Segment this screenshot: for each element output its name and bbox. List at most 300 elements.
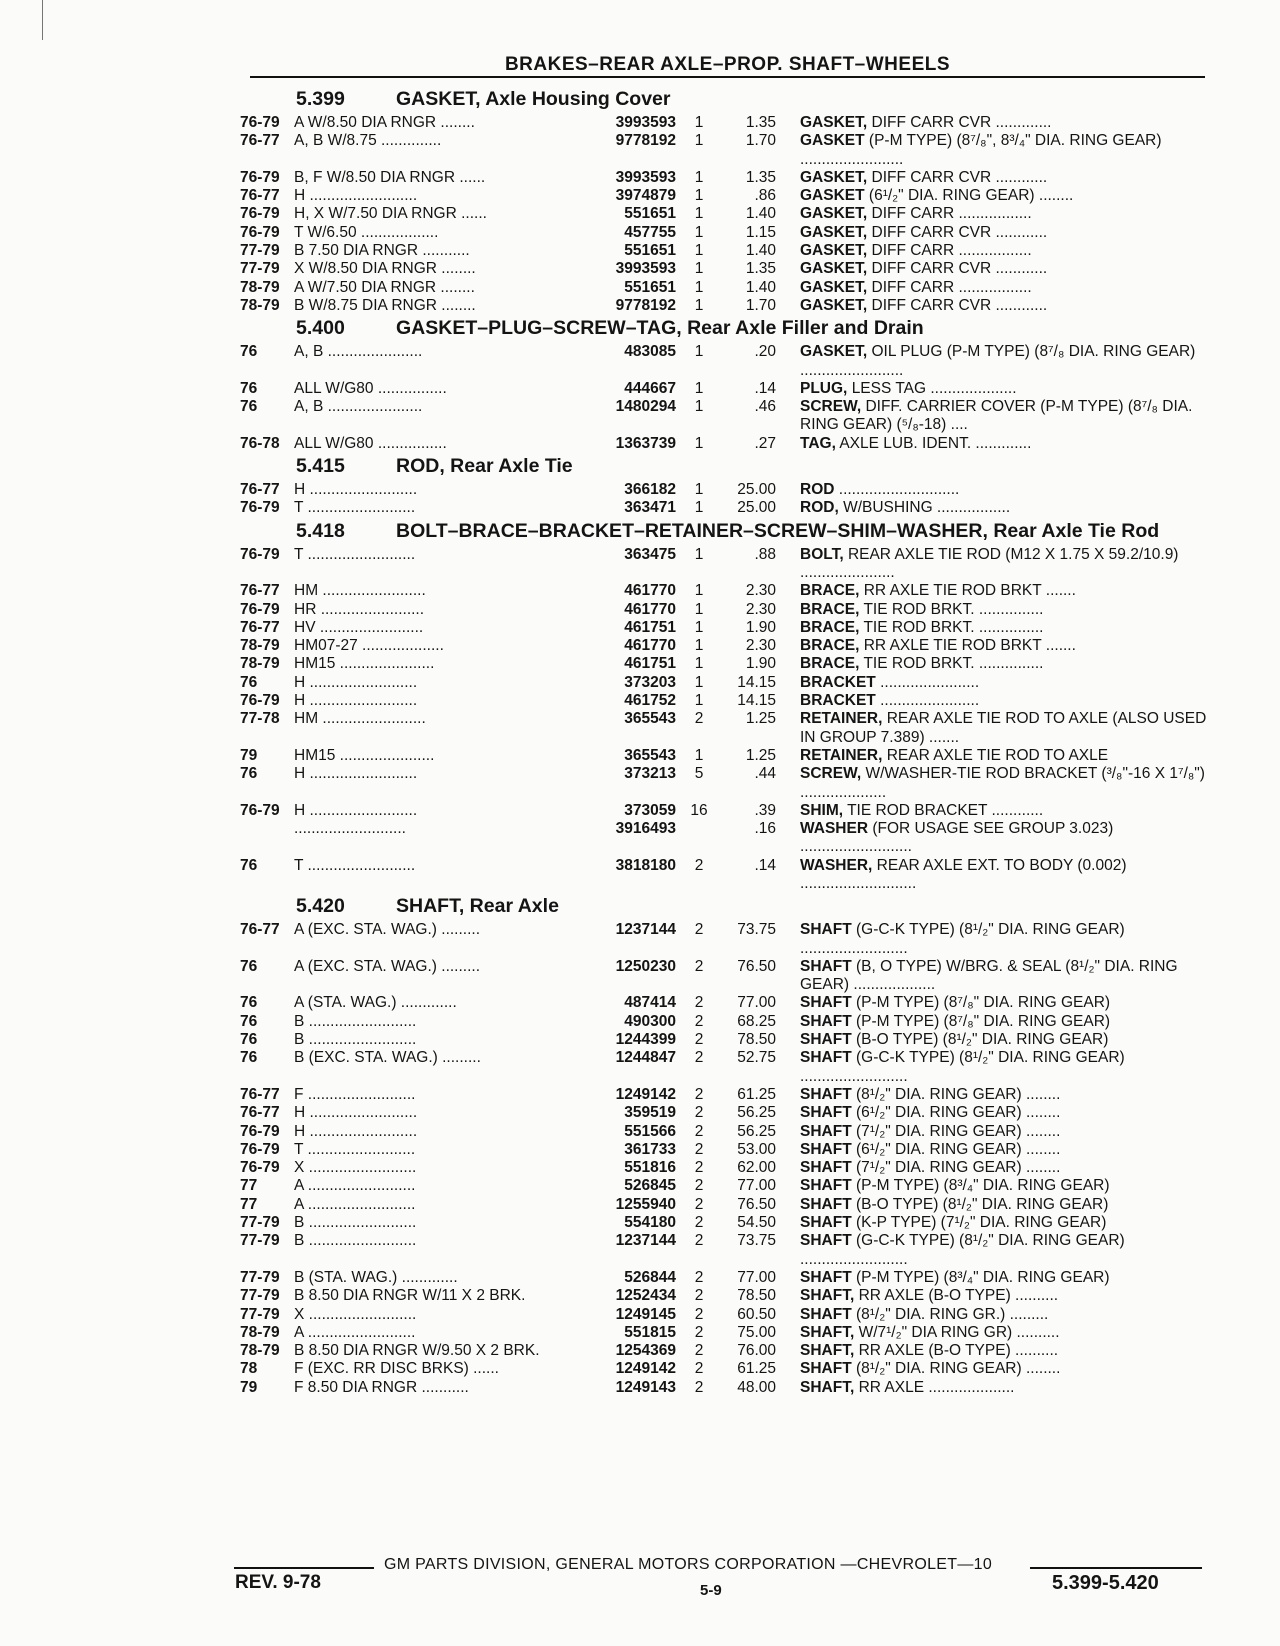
application: B 8.50 DIA RNGR W/9.50 X 2 BRK. (294, 1342, 540, 1360)
model-years: 78-79 (240, 1342, 280, 1360)
price: 77.00 (737, 1177, 776, 1195)
parts-row (240, 1342, 1208, 1360)
quantity: 1 (694, 618, 704, 636)
section-header (240, 895, 1208, 917)
part-number: 461751 (624, 618, 676, 636)
description (800, 242, 1208, 260)
model-years: 78-79 (240, 296, 280, 314)
quantity: 2 (694, 1122, 704, 1140)
description-part-name: SHAFT (800, 1049, 852, 1067)
description (800, 546, 1208, 583)
parts-row (240, 114, 1208, 132)
part-number: 1237144 (615, 921, 676, 939)
model-years: 76-79 (240, 692, 280, 710)
description-detail: (P-M TYPE) (8⁷/₈", 8³/₄" DIA. RING GEAR) ........................ (800, 132, 1162, 168)
description (800, 1269, 1208, 1287)
parts-row (240, 692, 1208, 710)
parts-row (240, 674, 1208, 692)
description-detail: RR AXLE (B-O TYPE) .......... (858, 1342, 1059, 1360)
description-detail: DIFF CARR ................. (871, 205, 1032, 223)
parts-row (240, 582, 1208, 600)
description-detail: REAR AXLE EXT. TO BODY (0.002) ........................... (800, 856, 1127, 892)
model-years: 76 (240, 1049, 258, 1067)
description-detail: REAR AXLE TIE ROD TO AXLE (ALSO USED IN GROUP 7.389) ....... (800, 710, 1207, 746)
part-number: 461752 (624, 692, 676, 710)
section-number: 5.400 (296, 317, 345, 340)
model-years: 76-77 (240, 618, 280, 636)
description (800, 765, 1208, 802)
quantity: 2 (694, 710, 704, 728)
description-part-name: PLUG, (800, 379, 848, 397)
description-detail: (7¹/₂" DIA. RING GEAR) ........ (855, 1122, 1061, 1140)
price: 1.40 (745, 205, 776, 223)
description-part-name: GASKET (800, 132, 865, 150)
section-title: ROD, Rear Axle Tie (396, 455, 573, 478)
part-number: 461770 (624, 637, 676, 655)
application: B 7.50 DIA RNGR ........... (294, 242, 470, 260)
price: 78.50 (737, 1287, 776, 1305)
parts-row (240, 921, 1208, 958)
description-detail: (G-C-K TYPE) (8¹/₂" DIA. RING GEAR) ......................... (800, 921, 1125, 957)
application: A (EXC. STA. WAG.) ......... (294, 957, 481, 975)
model-years: 76-79 (240, 600, 280, 618)
description (800, 619, 1208, 637)
application: HR ........................ (294, 600, 425, 618)
description-detail: ....................... (880, 692, 980, 710)
description (800, 994, 1208, 1012)
model-years: 76-78 (240, 434, 280, 452)
part-number: 1237144 (615, 1232, 676, 1250)
quantity: 2 (694, 1085, 704, 1103)
model-years: 78-79 (240, 637, 280, 655)
model-years: 76-77 (240, 921, 280, 939)
description-part-name: GASKET, (800, 242, 868, 260)
description-detail: REAR AXLE TIE ROD (M12 X 1.75 X 59.2/10.9) ...................... (800, 545, 1179, 581)
price: 1.35 (745, 168, 776, 186)
parts-row (240, 1287, 1208, 1305)
price: 14.15 (737, 673, 776, 691)
price: .46 (754, 398, 776, 416)
model-years: 76 (240, 1031, 258, 1049)
description-part-name: SHAFT (800, 1360, 852, 1378)
description (800, 637, 1208, 655)
part-number: 359519 (624, 1104, 676, 1122)
description (800, 297, 1208, 315)
parts-row (240, 1177, 1208, 1195)
model-years: 76-79 (240, 223, 280, 241)
part-number: 551651 (624, 205, 676, 223)
parts-row (240, 655, 1208, 673)
description-detail: REAR AXLE TIE ROD TO AXLE (886, 746, 1109, 764)
price: 76.50 (737, 957, 776, 975)
description (800, 398, 1208, 435)
description-part-name: WASHER, (800, 856, 873, 874)
description-part-name: BRACE, (800, 600, 860, 618)
price: 56.25 (737, 1122, 776, 1140)
price: .14 (754, 856, 776, 874)
quantity: 1 (694, 434, 704, 452)
part-number: 363471 (624, 499, 676, 517)
application: T ......................... (294, 545, 416, 563)
description (800, 601, 1208, 619)
quantity: 1 (694, 296, 704, 314)
description-part-name: SHAFT (800, 1177, 852, 1195)
description-part-name: GASKET, (800, 114, 868, 131)
model-years: 76-79 (240, 1159, 280, 1177)
price: 1.15 (745, 223, 776, 241)
footer-revision: REV. 9-78 (235, 1572, 321, 1593)
quantity: 2 (694, 1323, 704, 1341)
part-number: 3993593 (615, 260, 676, 278)
application: H ......................... (294, 801, 418, 819)
description (800, 114, 1208, 132)
quantity: 2 (694, 921, 704, 939)
description-detail: DIFF CARR CVR ............. (871, 114, 1052, 131)
description-detail: (P-M TYPE) (8⁷/₈" DIA. RING GEAR) (855, 994, 1111, 1012)
model-years: 76-77 (240, 1104, 280, 1122)
parts-row (240, 619, 1208, 637)
application: F 8.50 DIA RNGR ........... (294, 1378, 469, 1396)
quantity: 1 (694, 343, 704, 361)
description-detail: (6¹/₂" DIA. RING GEAR) ........ (855, 1140, 1061, 1158)
application: A W/8.50 DIA RNGR ........ (294, 114, 475, 131)
description-part-name: BRACE, (800, 655, 860, 673)
parts-row (240, 1141, 1208, 1159)
description-part-name: SHAFT, (800, 1342, 855, 1360)
description-part-name: SHAFT (800, 921, 852, 939)
description-part-name: TAG, (800, 434, 836, 452)
part-number: 373213 (624, 765, 676, 783)
parts-row (240, 224, 1208, 242)
application: H ......................... (294, 187, 418, 205)
description-part-name: GASKET, (800, 205, 868, 223)
model-years: 76 (240, 957, 258, 975)
part-number: 3916493 (615, 820, 676, 838)
description-detail: (P-M TYPE) (8⁷/₈" DIA. RING GEAR) (855, 1012, 1111, 1030)
price: 56.25 (737, 1104, 776, 1122)
parts-row (240, 710, 1208, 747)
model-years: 77-79 (240, 1214, 280, 1232)
description-detail: (P-M TYPE) (8³/₄" DIA. RING GEAR) (855, 1268, 1110, 1286)
description-part-name: SHIM, (800, 801, 844, 819)
price: 2.30 (745, 637, 776, 655)
part-number: 487414 (624, 994, 676, 1012)
description-detail: DIFF CARR CVR ............ (871, 296, 1048, 314)
part-number: 526845 (624, 1177, 676, 1195)
quantity: 2 (694, 1342, 704, 1360)
description-detail: (8¹/₂" DIA. RING GEAR) ........ (855, 1085, 1061, 1103)
description-detail: DIFF CARR CVR ............ (871, 260, 1048, 278)
price: 61.25 (737, 1360, 776, 1378)
model-years: 76-79 (240, 499, 280, 517)
description (800, 205, 1208, 223)
footer-section-range: 5.399-5.420 (1052, 1572, 1159, 1594)
quantity: 1 (694, 132, 704, 150)
parts-row (240, 1379, 1208, 1397)
description-part-name: SHAFT, (800, 1287, 855, 1305)
part-number: 1255940 (615, 1195, 676, 1213)
description (800, 343, 1208, 380)
quantity: 1 (694, 168, 704, 186)
description (800, 655, 1208, 673)
parts-row (240, 1214, 1208, 1232)
section-title: SHAFT, Rear Axle (396, 895, 559, 918)
part-number: 551816 (624, 1159, 676, 1177)
description (800, 692, 1208, 710)
parts-row (240, 481, 1208, 499)
page-title: BRAKES–REAR AXLE–PROP. SHAFT–WHEELS (504, 54, 951, 75)
parts-row (240, 1123, 1208, 1141)
description-part-name: GASKET, (800, 296, 868, 314)
description-detail: RR AXLE TIE ROD BRKT ....... (863, 582, 1076, 600)
description (800, 132, 1208, 169)
description-detail: TIE ROD BRACKET ............ (847, 801, 1044, 819)
price: 1.90 (745, 618, 776, 636)
application: A (STA. WAG.) ............. (294, 994, 457, 1012)
part-number: 3993593 (615, 168, 676, 186)
quantity: 1 (694, 637, 704, 655)
application: H ......................... (294, 481, 418, 499)
section-number: 5.399 (296, 88, 345, 110)
model-years: 79 (240, 1378, 258, 1396)
quantity: 1 (694, 260, 704, 278)
application: HV ........................ (294, 618, 424, 636)
page-header (250, 52, 1205, 78)
parts-row (240, 1013, 1208, 1031)
application: T ......................... (294, 1140, 416, 1158)
application: HM ........................ (294, 710, 426, 728)
description (800, 1196, 1208, 1214)
description-part-name: BOLT, (800, 545, 844, 563)
quantity: 16 (690, 801, 708, 819)
quantity (684, 820, 714, 857)
description-part-name: BRACE, (800, 618, 860, 636)
footer-rule-right (1030, 1567, 1202, 1569)
description (800, 1031, 1208, 1049)
quantity: 1 (694, 398, 704, 416)
part-number: 1252434 (615, 1287, 676, 1305)
description-part-name: SHAFT (800, 1305, 852, 1323)
application: .......................... (294, 820, 406, 838)
model-years: 76-79 (240, 168, 280, 186)
parts-row (240, 1306, 1208, 1324)
parts-row (240, 187, 1208, 205)
model-years: 77-79 (240, 1305, 280, 1323)
application: T W/6.50 .................. (294, 223, 439, 241)
description-detail: W/7¹/₂" DIA RING GR) .......... (858, 1323, 1060, 1341)
model-years: 77-79 (240, 1232, 280, 1250)
description-part-name: SHAFT, (800, 1378, 855, 1396)
quantity: 2 (694, 1378, 704, 1396)
application: A ......................... (294, 1323, 416, 1341)
description-detail: (6¹/₂" DIA. RING GEAR) ........ (868, 187, 1074, 205)
model-years: 76-77 (240, 132, 280, 150)
description (800, 481, 1208, 499)
description (800, 674, 1208, 692)
description (800, 921, 1208, 958)
description-part-name: SHAFT (800, 1159, 852, 1177)
description (800, 1379, 1208, 1397)
parts-row (240, 1031, 1208, 1049)
model-years: 76 (240, 994, 258, 1012)
quantity: 1 (694, 545, 704, 563)
model-years (240, 820, 294, 857)
application: HM15 ...................... (294, 655, 435, 673)
application: A, B ...................... (294, 398, 423, 416)
part-number: 551651 (624, 278, 676, 296)
description (800, 710, 1208, 747)
quantity: 1 (694, 673, 704, 691)
price: .20 (754, 343, 776, 361)
part-number: 373059 (624, 801, 676, 819)
parts-row (240, 958, 1208, 995)
description (800, 1104, 1208, 1122)
parts-row (240, 205, 1208, 223)
price: 1.70 (745, 296, 776, 314)
description-part-name: GASKET, (800, 278, 868, 296)
application: B ......................... (294, 1232, 417, 1250)
price: 77.00 (737, 994, 776, 1012)
application: A, B W/8.75 .............. (294, 132, 442, 150)
description-part-name: SHAFT (800, 1214, 852, 1232)
description-detail: (B-O TYPE) (8¹/₂" DIA. RING GEAR) (855, 1031, 1109, 1049)
price: 77.00 (737, 1268, 776, 1286)
section-header (240, 317, 1208, 339)
application: H ......................... (294, 692, 418, 710)
description-detail: (7¹/₂" DIA. RING GEAR) ........ (855, 1159, 1061, 1177)
description (800, 224, 1208, 242)
quantity: 2 (694, 994, 704, 1012)
description-detail: DIFF. CARRIER COVER (P-M TYPE) (8⁷/₈ DIA. RING GEAR) (⁵/₈-18) .... (800, 398, 1193, 434)
part-number: 1480294 (615, 398, 676, 416)
description-part-name: SHAFT (800, 1104, 852, 1122)
description-detail: LESS TAG .................... (851, 379, 1017, 397)
part-number: 1249142 (615, 1360, 676, 1378)
description-detail: RR AXLE .................... (858, 1378, 1015, 1396)
price: .27 (754, 434, 776, 452)
application: B ......................... (294, 1012, 417, 1030)
description (800, 857, 1208, 894)
section-header (240, 88, 1208, 110)
application: HM ........................ (294, 582, 426, 600)
part-number: 1244399 (615, 1031, 676, 1049)
application: H ......................... (294, 765, 418, 783)
description (800, 1086, 1208, 1104)
description (800, 1159, 1208, 1177)
part-number: 461770 (624, 600, 676, 618)
application: A (EXC. STA. WAG.) ......... (294, 921, 481, 939)
part-number: 9778192 (615, 132, 676, 150)
footer-page-number: 5-9 (700, 1582, 722, 1599)
section-number: 5.418 (296, 519, 345, 542)
model-years: 76 (240, 1012, 258, 1030)
description-detail: TIE ROD BRKT. ............... (863, 655, 1044, 673)
description-part-name: GASKET, (800, 343, 868, 361)
description-detail: TIE ROD BRKT. ............... (863, 600, 1044, 618)
description-part-name: GASKET (800, 187, 865, 205)
price: 2.30 (745, 582, 776, 600)
description-detail: (K-P TYPE) (7¹/₂" DIA. RING GEAR) (855, 1214, 1107, 1232)
parts-row (240, 1086, 1208, 1104)
application: ALL W/G80 ................ (294, 434, 447, 452)
application: B, F W/8.50 DIA RNGR ...... (294, 168, 486, 186)
application: F ......................... (294, 1085, 416, 1103)
description-part-name: SHAFT (800, 1232, 852, 1250)
description (800, 582, 1208, 600)
part-number: 483085 (624, 343, 676, 361)
part-number: 373203 (624, 673, 676, 691)
application: B W/8.75 DIA RNGR ........ (294, 296, 476, 314)
description-part-name: ROD, (800, 499, 839, 517)
price: 1.35 (745, 260, 776, 278)
description (800, 1360, 1208, 1378)
model-years: 76-79 (240, 801, 280, 819)
description-part-name: SHAFT (800, 1268, 852, 1286)
description (800, 435, 1208, 453)
model-years: 76 (240, 398, 258, 416)
application: X ......................... (294, 1159, 417, 1177)
application: A W/7.50 DIA RNGR ........ (294, 278, 475, 296)
parts-row (240, 398, 1208, 435)
model-years: 77-79 (240, 260, 280, 278)
description (800, 260, 1208, 278)
description-part-name: WASHER (800, 820, 869, 838)
description (800, 380, 1208, 398)
parts-row (240, 1360, 1208, 1378)
part-number: 3993593 (615, 114, 676, 131)
part-number: 361733 (624, 1140, 676, 1158)
model-years: 77 (240, 1195, 258, 1213)
part-number: 1249143 (615, 1378, 676, 1396)
description-detail: (B-O TYPE) (8¹/₂" DIA. RING GEAR) (855, 1195, 1109, 1213)
description (800, 1013, 1208, 1031)
part-number: 3974879 (615, 187, 676, 205)
price: 53.00 (737, 1140, 776, 1158)
description (800, 1324, 1208, 1342)
description-part-name: BRACKET (800, 692, 876, 710)
description-part-name: SHAFT (800, 1122, 852, 1140)
parts-row (240, 279, 1208, 297)
quantity: 1 (694, 223, 704, 241)
description-detail: RR AXLE TIE ROD BRKT ....... (863, 637, 1076, 655)
model-years: 76-79 (240, 1122, 280, 1140)
description (800, 1177, 1208, 1195)
model-years: 76 (240, 379, 258, 397)
quantity: 2 (694, 1360, 704, 1378)
model-years: 76-77 (240, 1085, 280, 1103)
part-number: 1249145 (615, 1305, 676, 1323)
description (800, 279, 1208, 297)
model-years: 77-79 (240, 1287, 280, 1305)
quantity: 1 (694, 278, 704, 296)
description-part-name: SCREW, (800, 398, 862, 416)
parts-row (240, 1232, 1208, 1269)
part-number: 554180 (624, 1214, 676, 1232)
description-detail: W/WASHER-TIE ROD BRACKET (³/₈"-16 X 1⁷/₈") .................... (800, 765, 1205, 801)
description-part-name: RETAINER, (800, 710, 883, 728)
part-number: 444667 (624, 379, 676, 397)
description (800, 1123, 1208, 1141)
price: 54.50 (737, 1214, 776, 1232)
price: 61.25 (737, 1085, 776, 1103)
model-years: 76-77 (240, 582, 280, 600)
model-years: 76 (240, 856, 258, 874)
model-years: 78-79 (240, 655, 280, 673)
parts-row (240, 857, 1208, 894)
parts-row (240, 1324, 1208, 1342)
description-part-name: SHAFT (800, 1085, 852, 1103)
price: 1.40 (745, 242, 776, 260)
